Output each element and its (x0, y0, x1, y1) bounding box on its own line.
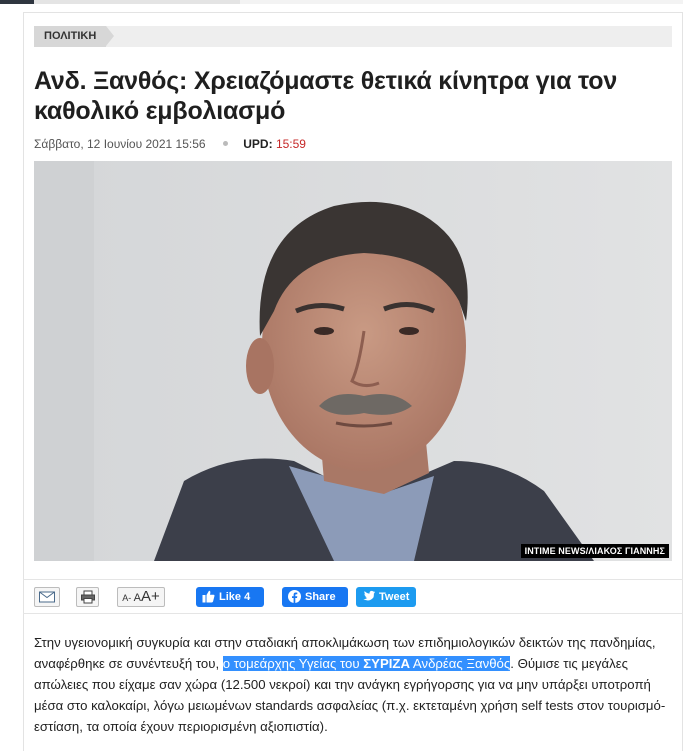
selected-text-part-2: Ανδρέας Ξανθός (409, 656, 511, 671)
top-strip-light (240, 0, 683, 4)
update-label: UPD: (243, 137, 273, 151)
party-name-bold: ΣΥΡΙΖΑ (363, 656, 410, 671)
article-meta (34, 137, 306, 151)
thumbs-up-icon (202, 590, 215, 603)
font-decrease-button[interactable]: A- (122, 593, 132, 603)
facebook-icon (288, 590, 301, 603)
paragraph-text-start: Στην υγειονομική συγκυρία και στην σταδιακή αποκλιμάκωση των επιδημιολογικών δεικτών της πανδημίας, αναφέρθηκε σε συνέντευξή του, (34, 635, 656, 671)
article-body (34, 632, 674, 737)
article-paragraph (34, 632, 674, 737)
category-arrow (106, 26, 114, 46)
category-bar (34, 26, 672, 47)
portrait-illustration (34, 161, 672, 561)
envelope-icon (39, 592, 55, 603)
printer-icon (81, 591, 95, 604)
facebook-share-button[interactable] (282, 587, 348, 607)
top-strip (0, 0, 683, 4)
article-photo[interactable] (34, 161, 672, 561)
font-reset-button[interactable]: A (133, 592, 142, 604)
meta-separator-dot (223, 141, 228, 146)
top-strip-dark (0, 0, 34, 4)
selected-text[interactable] (223, 656, 510, 671)
font-increase-button[interactable]: A+ (141, 588, 160, 605)
twitter-bird-icon (362, 590, 375, 602)
update-time: 15:59 (275, 137, 306, 151)
photo-credit: INTIME NEWS/ΛΙΑΚΟΣ ΓΙΑΝΝΗΣ (521, 544, 669, 558)
article-headline: Ανδ. Ξανθός: Χρειαζόμαστε θετικά κίνητρα για τον καθολικό εμβολιασμό (34, 67, 618, 125)
toolbar-bottom-divider (23, 613, 683, 614)
font-size-controls[interactable] (117, 587, 165, 607)
paragraph-text-end: . Θύμισε τις μεγάλες απώλειες που είχαμε σαν χώρα (12.500 νεκροί) και την ανάγκη εγρήγορσης για να μην υπάρξει υποτροπή μέσα στο καλοκαίρι, λόγω μειωμένων standards ασφαλείας (π.χ. εκτεταμένη χρήση self tests στον τουρισμό-εστίαση, τα οποία έχουν περιορισμένη αξιοπιστία). (34, 656, 666, 734)
facebook-like-button[interactable] (196, 587, 264, 607)
toolbar-top-divider (23, 579, 683, 580)
print-button[interactable] (76, 587, 99, 607)
like-label: Like 4 (219, 591, 251, 603)
publish-date: Σάββατο, 12 Ιουνίου 2021 15:56 (34, 137, 206, 151)
tweet-button[interactable] (356, 587, 416, 607)
selected-text-part-1: ο τομεάρχης Υγείας του (222, 656, 364, 671)
category-label[interactable]: ΠΟΛΙΤΙΚΗ (34, 26, 106, 47)
top-strip-mid (34, 0, 240, 4)
email-button[interactable] (34, 587, 60, 607)
tweet-label: Tweet (379, 591, 410, 603)
share-label: Share (305, 591, 336, 603)
